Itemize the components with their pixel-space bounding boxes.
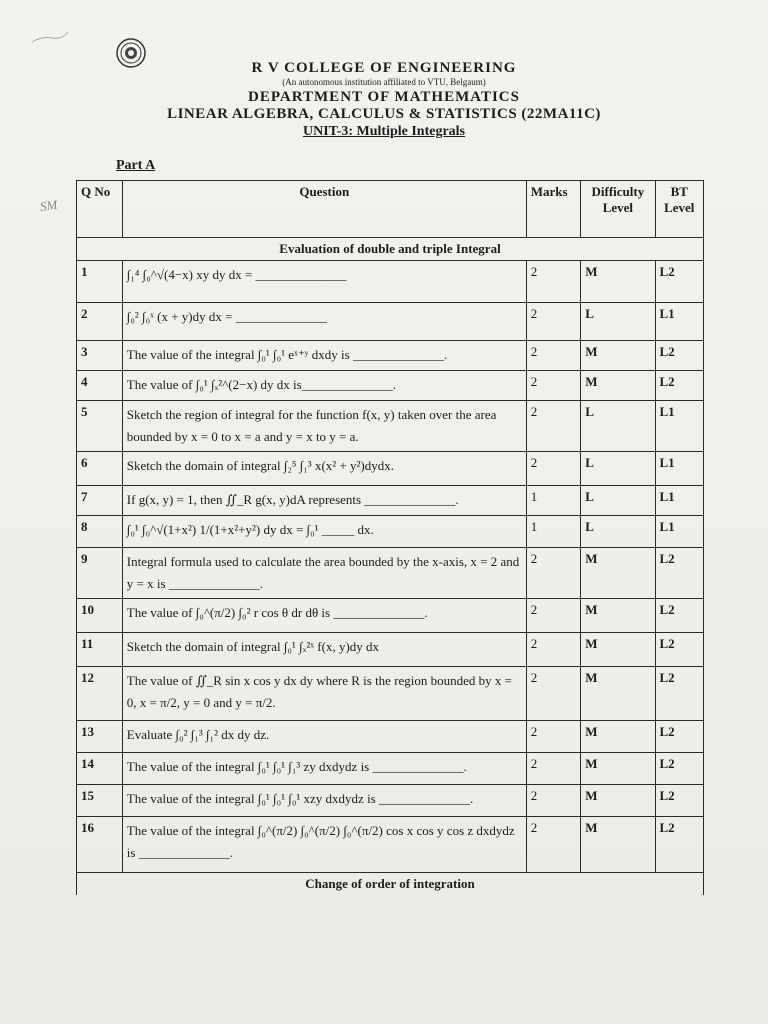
question-number: 2 — [77, 303, 123, 341]
table-row — [77, 667, 704, 721]
question-bt-level: L1 — [655, 303, 703, 341]
question-marks: 2 — [526, 401, 580, 452]
question-text: ∫₀² ∫₀ˣ (x + y)dy dx = ______________ — [122, 303, 526, 341]
pen-scribble — [30, 28, 70, 48]
question-difficulty: L — [581, 486, 655, 516]
question-text: Integral formula used to calculate the area bounded by the x-axis, x = 2 and y = x is ______________. — [122, 548, 526, 599]
table-row — [77, 371, 704, 401]
table-row — [77, 633, 704, 667]
question-bt-level: L2 — [655, 753, 703, 785]
header-marks: Marks — [526, 181, 580, 238]
question-difficulty: M — [581, 817, 655, 873]
question-difficulty: M — [581, 599, 655, 633]
question-marks: 2 — [526, 633, 580, 667]
question-difficulty: L — [581, 401, 655, 452]
question-bt-level: L2 — [655, 599, 703, 633]
question-bt-level: L2 — [655, 667, 703, 721]
question-text: The value of ∫₀¹ ∫ₓ²^(2−x) dy dx is______________. — [122, 371, 526, 401]
question-marks: 2 — [526, 785, 580, 817]
table-row — [77, 599, 704, 633]
table-row — [77, 516, 704, 548]
table-row — [77, 452, 704, 486]
question-bt-level: L1 — [655, 401, 703, 452]
question-difficulty: M — [581, 753, 655, 785]
question-number: 6 — [77, 452, 123, 486]
question-marks: 2 — [526, 753, 580, 785]
question-number: 13 — [77, 721, 123, 753]
college-name: R V COLLEGE OF ENGINEERING — [251, 60, 517, 76]
course-title: LINEAR ALGEBRA, CALCULUS & STATISTICS (22MA11C) — [167, 106, 601, 122]
question-difficulty: M — [581, 371, 655, 401]
unit-title: UNIT-3: Multiple Integrals — [302, 124, 466, 139]
question-number: 11 — [77, 633, 123, 667]
table-row — [77, 261, 704, 303]
question-text: The value of the integral ∫₀¹ ∫₀¹ eˣ⁺ʸ dxdy is ______________. — [122, 341, 526, 371]
question-text: ∫₁⁴ ∫₀^√(4−x) xy dy dx = ______________ — [122, 261, 526, 303]
question-text: Sketch the region of integral for the function f(x, y) taken over the area bounded by x = 0 to x = a and y = x to y = a. — [122, 401, 526, 452]
question-bt-level: L2 — [655, 785, 703, 817]
question-number: 10 — [77, 599, 123, 633]
question-text: If g(x, y) = 1, then ∬_R g(x, y)dA represents ______________. — [122, 486, 526, 516]
margin-annotation: SM — [38, 196, 59, 215]
table-header-row — [77, 181, 704, 238]
question-marks: 2 — [526, 341, 580, 371]
question-bt-level: L2 — [655, 633, 703, 667]
question-number: 12 — [77, 667, 123, 721]
question-number: 15 — [77, 785, 123, 817]
question-bt-level: L2 — [655, 261, 703, 303]
question-difficulty: M — [581, 261, 655, 303]
table-row — [77, 753, 704, 785]
table-row — [77, 817, 704, 873]
question-difficulty: M — [581, 667, 655, 721]
college-affiliation: (An autonomous institution affiliated to VTU, Belgaum) — [282, 77, 486, 87]
question-difficulty: M — [581, 785, 655, 817]
question-marks: 1 — [526, 516, 580, 548]
question-difficulty: L — [581, 452, 655, 486]
question-text: ∫₀¹ ∫₀^√(1+x²) 1/(1+x²+y²) dy dx = ∫₀¹ _____ dx. — [122, 516, 526, 548]
question-marks: 2 — [526, 303, 580, 341]
question-text: The value of ∫₀^(π/2) ∫₀² r cos θ dr dθ is ______________. — [122, 599, 526, 633]
question-difficulty: L — [581, 303, 655, 341]
question-number: 1 — [77, 261, 123, 303]
question-bt-level: L2 — [655, 371, 703, 401]
question-number: 8 — [77, 516, 123, 548]
table-row — [77, 303, 704, 341]
part-label: Part A — [116, 158, 156, 173]
header-qno: Q No — [77, 181, 123, 238]
question-bt-level: L2 — [655, 721, 703, 753]
question-number: 3 — [77, 341, 123, 371]
question-marks: 2 — [526, 548, 580, 599]
table-row — [77, 548, 704, 599]
question-text: The value of ∬_R sin x cos y dx dy where R is the region bounded by x = 0, x = π/2, y = 0 and y = π/2. — [122, 667, 526, 721]
question-bt-level: L2 — [655, 548, 703, 599]
section-row — [77, 238, 704, 261]
question-number: 16 — [77, 817, 123, 873]
table-row — [77, 486, 704, 516]
section-title: Evaluation of double and triple Integral — [77, 238, 704, 261]
question-difficulty: L — [581, 516, 655, 548]
question-number: 14 — [77, 753, 123, 785]
table-row — [77, 785, 704, 817]
question-table — [76, 180, 704, 895]
question-difficulty: M — [581, 548, 655, 599]
question-marks: 2 — [526, 667, 580, 721]
header-difficulty: Difficulty Level — [581, 181, 655, 238]
table-row — [77, 401, 704, 452]
question-bt-level: L1 — [655, 452, 703, 486]
question-bt-level: L1 — [655, 486, 703, 516]
question-difficulty: M — [581, 721, 655, 753]
question-bt-level: L2 — [655, 817, 703, 873]
table-row — [77, 721, 704, 753]
question-text: The value of the integral ∫₀¹ ∫₀¹ ∫₁³ zy dxdydz is ______________. — [122, 753, 526, 785]
header-bt-level: BT Level — [655, 181, 703, 238]
table-row — [77, 341, 704, 371]
question-marks: 2 — [526, 452, 580, 486]
next-section-row — [77, 873, 704, 896]
question-bt-level: L1 — [655, 516, 703, 548]
question-marks: 2 — [526, 261, 580, 303]
question-difficulty: M — [581, 341, 655, 371]
question-text: The value of the integral ∫₀¹ ∫₀¹ ∫₀¹ xzy dxdydz is ______________. — [122, 785, 526, 817]
question-marks: 2 — [526, 721, 580, 753]
question-bt-level: L2 — [655, 341, 703, 371]
question-marks: 1 — [526, 486, 580, 516]
question-marks: 2 — [526, 371, 580, 401]
question-difficulty: M — [581, 633, 655, 667]
question-number: 9 — [77, 548, 123, 599]
question-text: Sketch the domain of integral ∫₂⁵ ∫₁³ x(x² + y²)dydx. — [122, 452, 526, 486]
question-number: 4 — [77, 371, 123, 401]
question-text: The value of the integral ∫₀^(π/2) ∫₀^(π/2) ∫₀^(π/2) cos x cos y cos z dxdydz is ______________. — [122, 817, 526, 873]
question-number: 7 — [77, 486, 123, 516]
question-marks: 2 — [526, 599, 580, 633]
department-name: DEPARTMENT OF MATHEMATICS — [248, 89, 520, 105]
question-number: 5 — [77, 401, 123, 452]
question-text: Sketch the domain of integral ∫₀¹ ∫ₓ²ˣ f(x, y)dy dx — [122, 633, 526, 667]
next-section-title: Change of order of integration — [77, 873, 704, 896]
question-text: Evaluate ∫₀² ∫₁³ ∫₁² dx dy dz. — [122, 721, 526, 753]
header-question: Question — [122, 181, 526, 238]
question-marks: 2 — [526, 817, 580, 873]
